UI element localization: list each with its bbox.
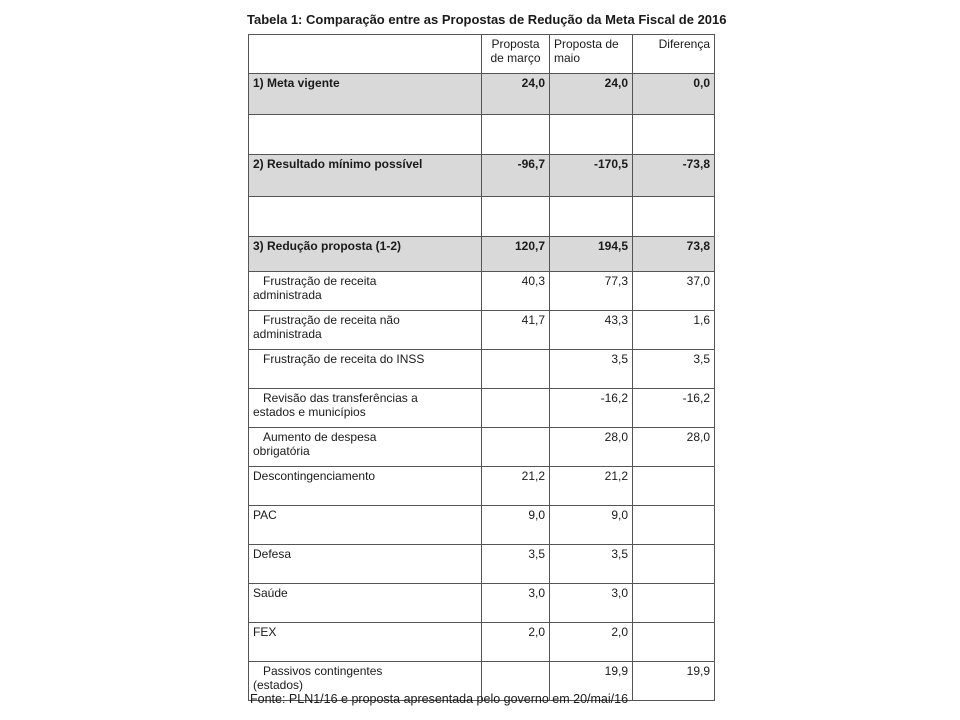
value-maio: 194,5: [550, 237, 633, 272]
value-diferenca: [633, 506, 715, 545]
value-maio: 24,0: [550, 74, 633, 115]
row-label-line1: Passivos contingentes: [263, 664, 383, 678]
table-row: [249, 350, 715, 389]
value-maio: 77,3: [550, 272, 633, 311]
table-row: [249, 74, 715, 115]
row-label: [249, 389, 482, 428]
value-diferenca: [633, 584, 715, 623]
row-label-line1: Frustração de receita: [263, 274, 377, 288]
header-diferenca: Diferença: [633, 35, 715, 74]
table-row: [249, 545, 715, 584]
row-label-line2: (estados): [253, 678, 304, 692]
row-label: 2) Resultado mínimo possível: [249, 155, 482, 197]
value-maio: 21,2: [550, 467, 633, 506]
value-marco: -96,7: [482, 155, 550, 197]
value-maio: 43,3: [550, 311, 633, 350]
header-marco: [482, 35, 550, 74]
value-marco: 41,7: [482, 311, 550, 350]
table-row-blank: [249, 197, 715, 237]
value-maio: -170,5: [550, 155, 633, 197]
value-maio: 19,9: [550, 662, 633, 701]
row-label-line1: Aumento de despesa: [263, 430, 377, 444]
table-row: [249, 584, 715, 623]
value-diferenca: [633, 623, 715, 662]
value-marco: 21,2: [482, 467, 550, 506]
value-diferenca: 28,0: [633, 428, 715, 467]
header-maio-line1: Proposta de: [554, 37, 619, 51]
row-label: Descontingenciamento: [249, 467, 482, 506]
fiscal-comparison-table: [248, 34, 715, 701]
row-label: [249, 115, 482, 155]
table-row: [249, 311, 715, 350]
value-maio: 3,5: [550, 350, 633, 389]
value-marco: [482, 197, 550, 237]
value-diferenca: [633, 467, 715, 506]
row-label: [249, 272, 482, 311]
table-row: [249, 155, 715, 197]
value-marco: [482, 350, 550, 389]
value-marco: 3,0: [482, 584, 550, 623]
header-marco-line2: de março: [490, 51, 541, 65]
value-marco: [482, 115, 550, 155]
value-diferenca: [633, 197, 715, 237]
table-row: [249, 272, 715, 311]
table-row-blank: [249, 115, 715, 155]
value-maio: [550, 197, 633, 237]
header-maio-line2: maio: [554, 51, 581, 65]
value-diferenca: 1,6: [633, 311, 715, 350]
table-caption: Tabela 1: Comparação entre as Propostas de Redução da Meta Fiscal de 2016: [247, 12, 727, 27]
table-row: [249, 506, 715, 545]
value-diferenca: [633, 115, 715, 155]
value-diferenca: 0,0: [633, 74, 715, 115]
header-maio: [550, 35, 633, 74]
header-marco-line1: Proposta: [491, 37, 540, 51]
table-row: [249, 428, 715, 467]
table-row: [249, 237, 715, 272]
value-diferenca: 37,0: [633, 272, 715, 311]
row-label-line1: Frustração de receita não: [263, 313, 400, 327]
value-maio: 2,0: [550, 623, 633, 662]
header-row: [249, 35, 715, 74]
value-maio: -16,2: [550, 389, 633, 428]
value-marco: 3,5: [482, 545, 550, 584]
row-label-line1: Frustração de receita do INSS: [263, 352, 425, 366]
value-maio: 3,0: [550, 584, 633, 623]
row-label-line2: estados e municípios: [253, 405, 366, 419]
source-note: Fonte: PLN1/16 e proposta apresentada pelo governo em 20/mai/16: [250, 692, 629, 706]
value-diferenca: -73,8: [633, 155, 715, 197]
value-maio: 3,5: [550, 545, 633, 584]
row-label: FEX: [249, 623, 482, 662]
value-diferenca: 73,8: [633, 237, 715, 272]
row-label-line2: administrada: [253, 327, 322, 341]
row-label: 1) Meta vigente: [249, 74, 482, 115]
value-marco: 24,0: [482, 74, 550, 115]
table-row: [249, 623, 715, 662]
value-marco: [482, 428, 550, 467]
table-row: [249, 467, 715, 506]
row-label-line1: Revisão das transferências a: [263, 391, 418, 405]
row-label-line2: administrada: [253, 288, 322, 302]
row-label: [249, 311, 482, 350]
table-row: [249, 389, 715, 428]
value-diferenca: 3,5: [633, 350, 715, 389]
value-marco: 2,0: [482, 623, 550, 662]
row-label: Saúde: [249, 584, 482, 623]
header-label-cell: [249, 35, 482, 74]
value-diferenca: [633, 545, 715, 584]
value-diferenca: -16,2: [633, 389, 715, 428]
value-marco: 40,3: [482, 272, 550, 311]
value-maio: 9,0: [550, 506, 633, 545]
value-marco: [482, 389, 550, 428]
value-diferenca: 19,9: [633, 662, 715, 701]
row-label: [249, 350, 482, 389]
row-label: PAC: [249, 506, 482, 545]
value-marco: 9,0: [482, 506, 550, 545]
row-label: Defesa: [249, 545, 482, 584]
row-label: [249, 428, 482, 467]
row-label-line2: obrigatória: [253, 444, 310, 458]
row-label: [249, 197, 482, 237]
row-label: 3) Redução proposta (1-2): [249, 237, 482, 272]
value-maio: [550, 115, 633, 155]
value-marco: 120,7: [482, 237, 550, 272]
value-maio: 28,0: [550, 428, 633, 467]
